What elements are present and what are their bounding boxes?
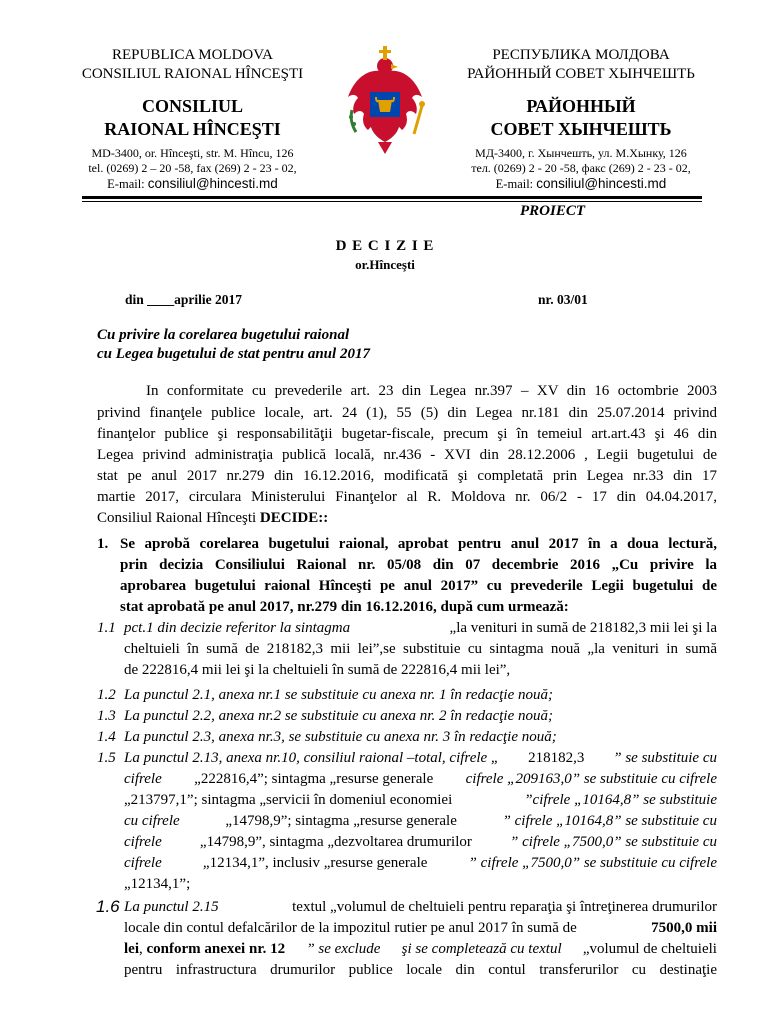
header-left-phone: tel. (0269) 2 – 20 -58, fax (269) 2 - 23 - 02, xyxy=(88,161,297,175)
text-italic: La punctul 2.13, anexa nr.10, consiliul raional –total, cifrele „ xyxy=(124,750,500,766)
text-bold: lei xyxy=(124,941,139,957)
preamble-line: privind finanţele publice locale, art. 24 (1), 55 (5) din Legea nr.181 din 25.07.2014 privind xyxy=(97,405,717,421)
text: „volumul de cheltuieli xyxy=(582,941,717,957)
text-italic: cifrele xyxy=(124,771,162,787)
subject-line1: Cu privire la corelarea bugetului raional xyxy=(97,327,350,343)
decide-word: DECIDE:: xyxy=(259,510,329,526)
header-left-line2: CONSILIUL RAIONAL HÎNCEŞTI xyxy=(81,66,304,82)
subitem-line xyxy=(124,791,717,810)
preamble-line: stat pe anul 2017 nr.279 din 16.12.2016, modificată şi completată prin Legea nr.33 din 17 xyxy=(97,468,717,484)
email-link[interactable]: consiliul@hincesti.md xyxy=(536,176,667,191)
preamble-line xyxy=(97,509,328,528)
email-label: E-mail: xyxy=(495,177,534,191)
subitem-line xyxy=(124,619,717,638)
text-italic: cu cifrele xyxy=(124,813,180,829)
header-left-email-line xyxy=(60,175,325,193)
subitem-line xyxy=(124,919,717,938)
text: „12134,1”, inclusiv „resurse generale xyxy=(202,855,428,871)
header-rule-thin xyxy=(82,201,702,202)
header-rule-thick xyxy=(82,196,702,199)
subitem-number: 1.6 xyxy=(96,897,120,916)
item-line: prin decizia Consiliului Raional nr. 05/08 din 07 decembrie 2016 „Cu privire la xyxy=(120,557,717,573)
text: „la venituri in sumă de 218182,3 mii lei şi la xyxy=(449,620,717,636)
header-left-address: MD-3400, or. Hînceşti, str. M. Hîncu, 126 xyxy=(91,146,294,160)
text: , xyxy=(139,941,147,957)
preamble-line: In conformitate cu prevederile art. 23 din Legea nr.397 – XV din 16 octombrie 2003 xyxy=(146,383,717,399)
subitem-line: de 222816,4 mii lei şi la cheltuieli în sumă de 222816,4 mii lei”, xyxy=(124,662,511,678)
decision-number: nr. 03/01 xyxy=(538,292,588,307)
preamble-line: martie 2017, circulara Ministerului Finanţelor al R. Moldova nr. 06/2 - 17 din 04.04.2017, xyxy=(97,489,717,505)
subitem-1-3: La punctul 2.2, anexa nr.2 se substituie cu anexa nr. 2 în redacţie nouă; xyxy=(124,708,553,724)
decision-date: din ____aprilie 2017 xyxy=(125,292,243,307)
subitem-line: „12134,1”; xyxy=(124,876,191,892)
subitem-line: cheltuieli în sumă de 218182,3 mii lei”,se substituie cu sintagma nouă „la venituri in sumă xyxy=(124,641,717,657)
subitem-1-4: La punctul 2.3, anexa nr.3, se substituie cu anexa nr. 3 în redacţie nouă; xyxy=(124,729,557,745)
subitem-number: 1.4 xyxy=(97,729,116,745)
subitem-number: 1.2 xyxy=(97,687,116,703)
subitem-line xyxy=(124,770,717,789)
subitem-line xyxy=(124,833,717,852)
text: locale din contul defalcărilor de la impozitul rutier pe anul 2017 în sumă de xyxy=(124,920,577,936)
text-bold: 7500,0 mii xyxy=(651,920,717,936)
text-italic: cifrele „209163,0” se substituie cu cifrele xyxy=(465,771,717,787)
subitem-line xyxy=(124,812,717,831)
item-number: 1. xyxy=(97,536,109,552)
text: „14798,9”; sintagma „resurse generale xyxy=(225,813,457,829)
subitem-number: 1.3 xyxy=(97,708,116,724)
header-right-email-line xyxy=(436,175,726,193)
text-italic: ” cifrele „7500,0” se substituie cu cifrele xyxy=(468,855,717,871)
item-line: Se aprobă corelarea bugetului raional, aprobat pentru anul 2017 în a doua lectură, xyxy=(120,536,717,552)
text-italic: ” cifrele „10164,8” se substituie cu xyxy=(502,813,717,829)
header-left-title2: RAIONAL HÎNCEŞTI xyxy=(104,119,281,139)
page-title: D E C I Z I E xyxy=(335,238,435,254)
subject-line2: cu Legea bugetului de stat pentru anul 2017 xyxy=(97,346,370,362)
header-left-title1: CONSILIUL xyxy=(141,96,244,116)
proiect-label: PROIECT xyxy=(520,203,586,219)
text-italic: pct.1 din decizie referitor la sintagma xyxy=(124,620,351,636)
subitem-1-2: La punctul 2.1, anexa nr.1 se substituie cu anexa nr. 1 în redacţie nouă; xyxy=(124,687,553,703)
text-italic: ” cifrele „7500,0” se substituie cu xyxy=(510,834,717,850)
text-italic: cifrele xyxy=(124,855,162,871)
header-left-line1: REPUBLICA MOLDOVA xyxy=(112,47,273,63)
header-right-title2: СОВЕТ ХЫНЧЕШТЬ xyxy=(490,119,672,139)
text-italic: cifrele xyxy=(124,834,162,850)
text: 218182,3 xyxy=(528,750,585,766)
subitem-line xyxy=(124,898,717,917)
header-right-line2: РАЙОННЫЙ СОВЕТ ХЫНЧЕШТЬ xyxy=(467,66,695,82)
text: „213797,1”; sintagma „servicii în domeniul economiei xyxy=(124,792,453,808)
header-right-address: МД-3400, г. Хынчешть, ул. М.Хынку, 126 xyxy=(475,146,687,160)
text-italic: ”cifrele „10164,8” se substituie xyxy=(524,792,717,808)
email-label: E-mail: xyxy=(107,177,145,191)
text: „222816,4”; sintagma „resurse generale xyxy=(194,771,434,787)
council-name: Consiliul Raional Hînceşti xyxy=(97,510,260,526)
text-italic: ” se substituie cu xyxy=(613,750,717,766)
subitem-line xyxy=(124,749,717,768)
coat-of-arms-icon xyxy=(330,42,440,162)
text-italic: şi se completează cu textul xyxy=(401,941,562,957)
preamble-line: finanţelor publice şi responsabilităţii bugetar-fiscale, precum şi în temeiul art.art.43 şi 46 din xyxy=(97,426,717,442)
subitem-line xyxy=(124,854,717,873)
preamble-line: Legea privind administraţia publică locală, nr.436 - XVI din 28.12.2006 , Legii bugetului de xyxy=(97,447,717,463)
place: or.Hînceşti xyxy=(355,257,415,272)
subitem-number: 1.5 xyxy=(97,750,116,766)
subitem-number: 1.1 xyxy=(97,620,116,636)
subitem-line: pentru infrastructura drumurilor publice locale din contul transferurilor cu destinaţie xyxy=(124,962,717,978)
text-italic: ” se exclude xyxy=(306,941,381,957)
text: „14798,9”, sintagma „dezvoltarea drumurilor xyxy=(199,834,472,850)
subitem-line xyxy=(124,940,717,959)
item-line: aprobarea bugetului raional Hînceşti pe anul 2017” cu prevederile Legii bugetului de xyxy=(120,578,717,594)
text: textul „volumul de cheltuieli pentru reparaţia şi întreţinerea drumurilor xyxy=(292,899,717,915)
text-italic: La punctul 2.15 xyxy=(124,899,219,915)
header-right-title1: РАЙОННЫЙ xyxy=(526,96,636,116)
email-link[interactable]: consiliul@hincesti.md xyxy=(147,176,278,191)
item-line: stat aprobată pe anul 2017, nr.279 din 16.12.2016, după cum urmează: xyxy=(120,599,569,615)
header-right-line1: РЕСПУБЛИКА МОЛДОВА xyxy=(492,47,670,63)
header-right-phone: тел. (0269) 2 - 20 -58, факс (269) 2 - 23 - 02, xyxy=(471,161,691,175)
text-bold: conform anexei nr. 12 xyxy=(146,941,286,957)
